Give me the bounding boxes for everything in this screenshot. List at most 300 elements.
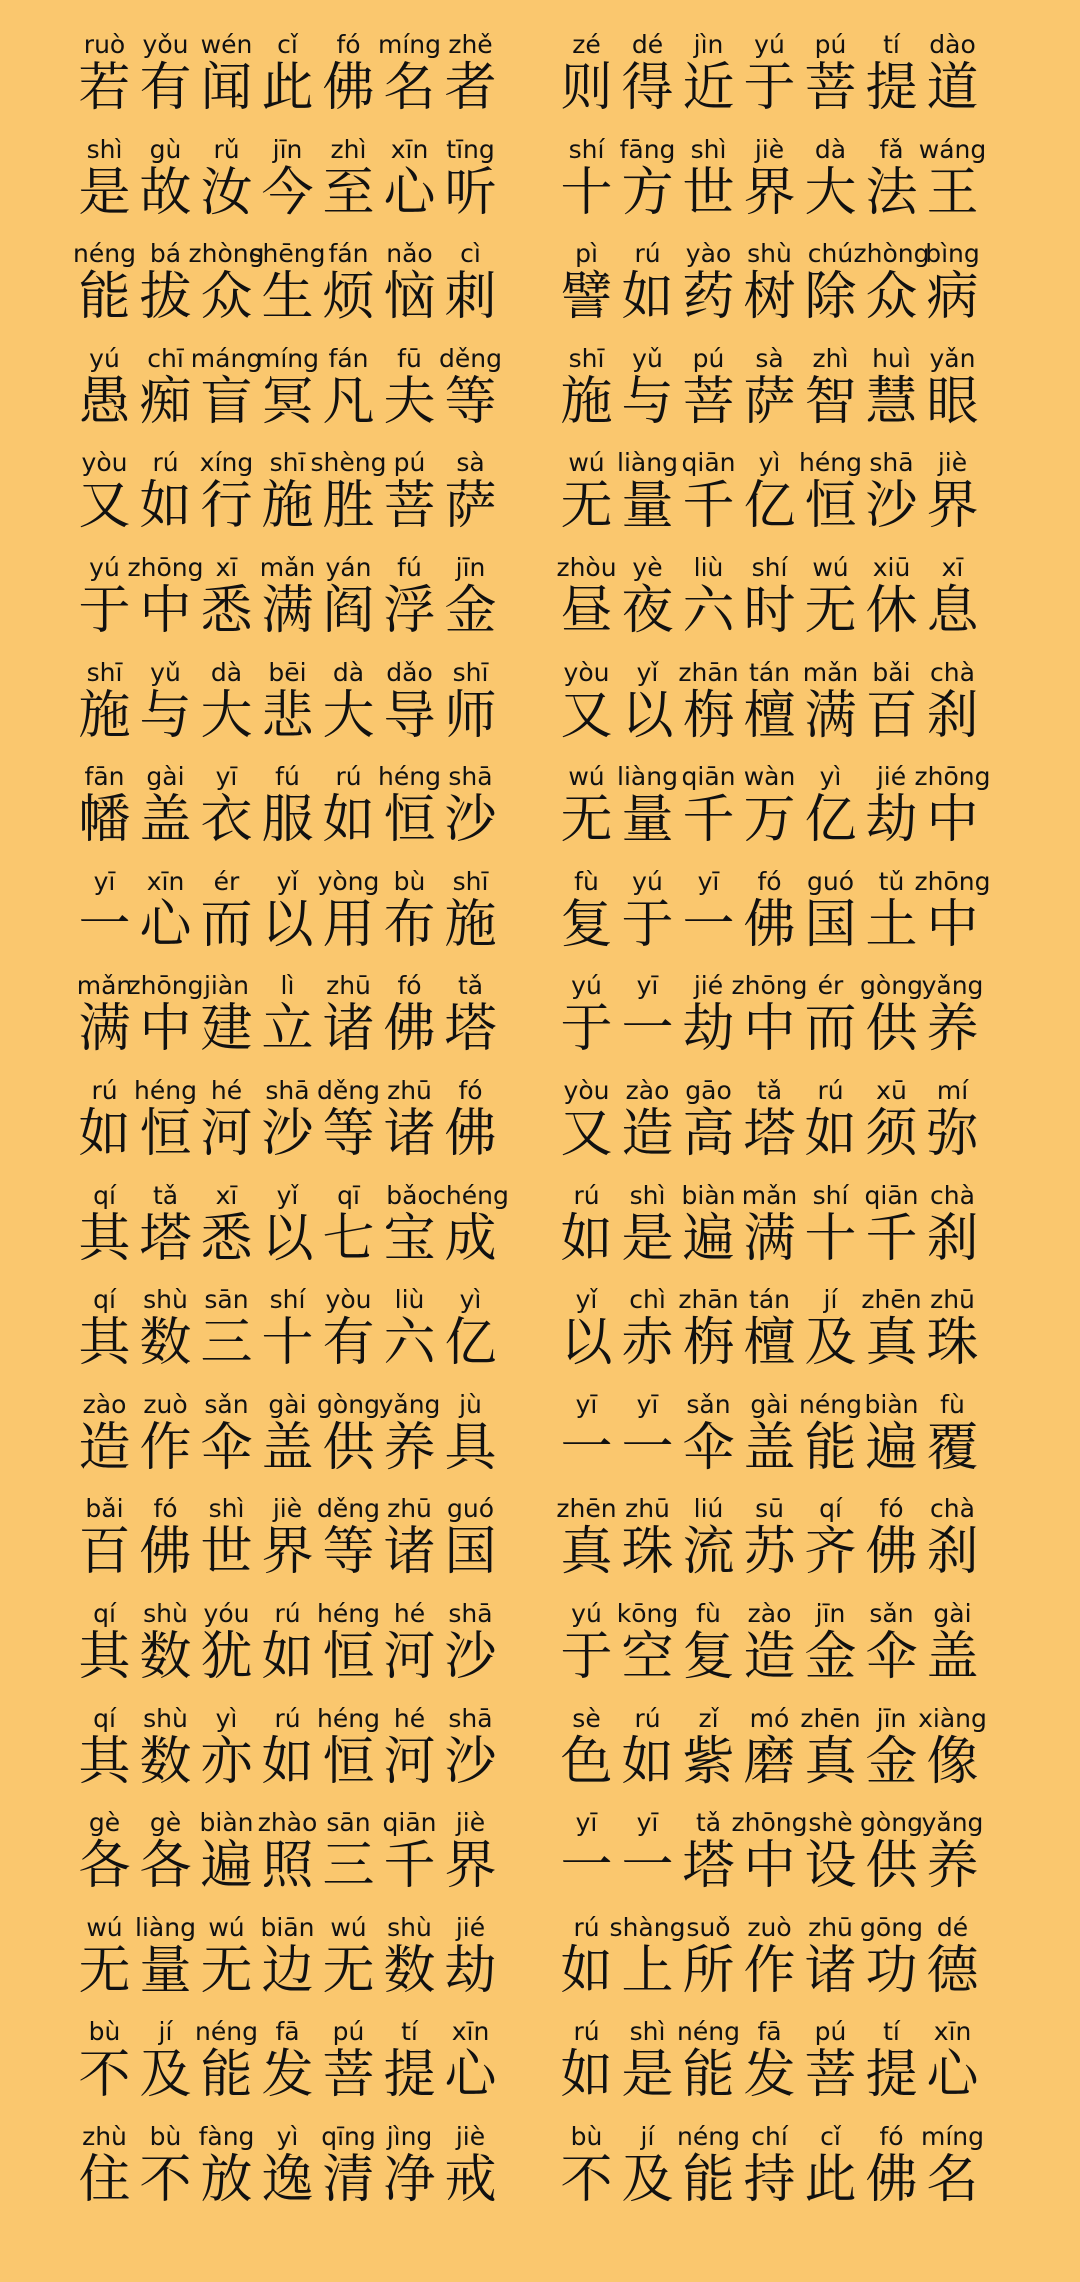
character-cell bbox=[257, 1169, 318, 1274]
pinyin-label: shù bbox=[143, 1599, 188, 1628]
pinyin-label: ruò bbox=[83, 30, 126, 59]
character-cell bbox=[318, 1169, 379, 1274]
hanzi-character: 金 bbox=[444, 581, 497, 641]
pinyin-label: zhì bbox=[812, 343, 849, 373]
pinyin-label: cì bbox=[460, 239, 481, 269]
pinyin-label: yóu bbox=[203, 1599, 250, 1628]
hanzi-character: 眼 bbox=[926, 371, 979, 432]
character-cell bbox=[440, 1064, 501, 1169]
verse-row bbox=[0, 855, 1080, 960]
character-cell bbox=[800, 855, 861, 960]
right-verse-line bbox=[556, 18, 983, 123]
hanzi-character: 其 bbox=[78, 1208, 131, 1269]
character-cell bbox=[440, 1273, 501, 1378]
pinyin-label: mǎn bbox=[76, 971, 133, 1001]
pinyin-label: rǔ bbox=[213, 134, 240, 164]
hanzi-character: 无 bbox=[322, 1940, 375, 2001]
character-cell bbox=[556, 227, 617, 332]
pinyin-label: hé bbox=[393, 1599, 426, 1628]
pinyin-label: gè bbox=[88, 1808, 121, 1838]
character-cell bbox=[861, 1064, 922, 1169]
right-verse-line bbox=[556, 2005, 983, 2110]
pinyin-label: gài bbox=[933, 1599, 972, 1628]
hanzi-character: 色 bbox=[560, 1731, 613, 1792]
pinyin-label: qiān bbox=[864, 1180, 919, 1210]
pinyin-label: yè bbox=[632, 553, 663, 582]
hanzi-character: 持 bbox=[743, 2150, 796, 2210]
character-cell bbox=[249, 227, 326, 332]
character-cell bbox=[318, 1273, 379, 1378]
pinyin-label: tí bbox=[401, 2017, 418, 2047]
hanzi-character: 一 bbox=[560, 1836, 613, 1897]
hanzi-character: 如 bbox=[78, 1104, 131, 1164]
character-cell bbox=[74, 1587, 135, 1692]
hanzi-character: 十 bbox=[804, 1208, 857, 1269]
pinyin-label: gài bbox=[750, 1389, 789, 1419]
right-verse-line bbox=[556, 227, 983, 332]
hanzi-character: 立 bbox=[261, 999, 314, 1060]
character-cell bbox=[914, 855, 991, 960]
pinyin-label: shè bbox=[808, 1808, 853, 1838]
pinyin-label: qiān bbox=[681, 448, 736, 478]
character-cell bbox=[556, 1482, 617, 1587]
pinyin-label: bǎi bbox=[85, 1494, 124, 1524]
character-cell bbox=[617, 750, 678, 855]
hanzi-character: 佛 bbox=[865, 2150, 918, 2210]
pinyin-label: gòng bbox=[860, 971, 923, 1001]
character-cell bbox=[196, 1064, 257, 1169]
character-cell bbox=[678, 123, 739, 228]
hanzi-character: 真 bbox=[865, 1313, 918, 1374]
pinyin-label: zuò bbox=[747, 1912, 792, 1942]
character-cell bbox=[800, 959, 861, 1064]
character-cell bbox=[800, 18, 861, 123]
hanzi-character: 心 bbox=[139, 894, 192, 955]
pinyin-label: yǒu bbox=[142, 30, 189, 59]
character-cell bbox=[678, 1482, 739, 1587]
hanzi-character: 千 bbox=[682, 790, 735, 851]
hanzi-character: 数 bbox=[383, 1940, 436, 2001]
character-cell bbox=[379, 1692, 440, 1797]
hanzi-character: 众 bbox=[865, 267, 918, 328]
pinyin-label: néng bbox=[73, 239, 136, 269]
character-cell bbox=[257, 123, 318, 228]
hanzi-character: 菩 bbox=[804, 2045, 857, 2106]
pinyin-label: zhū bbox=[326, 971, 371, 1001]
pinyin-label: chéng bbox=[432, 1180, 509, 1210]
hanzi-character: 夜 bbox=[621, 581, 674, 641]
pinyin-label: yú bbox=[89, 343, 120, 373]
hanzi-character: 具 bbox=[444, 1417, 497, 1478]
hanzi-character: 一 bbox=[560, 1417, 613, 1478]
verse-row bbox=[0, 1169, 1080, 1274]
hanzi-character: 檀 bbox=[743, 1313, 796, 1374]
character-cell bbox=[74, 1273, 135, 1378]
hanzi-character: 亿 bbox=[804, 790, 857, 851]
hanzi-character: 能 bbox=[804, 1417, 857, 1478]
character-cell bbox=[617, 1587, 678, 1692]
hanzi-character: 万 bbox=[743, 790, 796, 851]
character-cell bbox=[861, 1587, 922, 1692]
character-cell bbox=[379, 855, 440, 960]
hanzi-character: 浮 bbox=[383, 581, 436, 641]
hanzi-character: 六 bbox=[682, 581, 735, 641]
pinyin-label: dé bbox=[936, 1912, 969, 1942]
hanzi-character: 及 bbox=[139, 2045, 192, 2106]
character-cell bbox=[74, 541, 135, 646]
character-cell bbox=[257, 436, 318, 541]
character-cell bbox=[861, 2005, 922, 2110]
pinyin-label: héng bbox=[317, 1703, 380, 1733]
pinyin-label: yú bbox=[571, 1599, 602, 1628]
right-verse-line bbox=[556, 541, 983, 646]
pinyin-label: yǎng bbox=[921, 971, 984, 1001]
character-cell bbox=[861, 2110, 922, 2215]
pinyin-label: xīn bbox=[933, 2017, 972, 2047]
pinyin-label: mí bbox=[936, 1076, 969, 1105]
character-cell bbox=[861, 123, 922, 228]
pinyin-label: shì bbox=[629, 1180, 666, 1210]
character-cell bbox=[556, 18, 617, 123]
character-cell bbox=[127, 959, 204, 1064]
pinyin-label: zhū bbox=[930, 1285, 975, 1315]
hanzi-character: 能 bbox=[200, 2045, 253, 2106]
pinyin-label: dà bbox=[210, 657, 243, 687]
hanzi-character: 十 bbox=[261, 1313, 314, 1374]
hanzi-character: 又 bbox=[560, 685, 613, 746]
pinyin-label: kōng bbox=[616, 1599, 679, 1628]
hanzi-character: 众 bbox=[200, 267, 253, 328]
right-verse-line bbox=[556, 1692, 987, 1797]
character-cell bbox=[318, 541, 379, 646]
pinyin-label: shēng bbox=[249, 239, 326, 269]
pinyin-label: jié bbox=[876, 762, 907, 792]
verse-row bbox=[0, 1692, 1080, 1797]
character-cell bbox=[432, 1169, 509, 1274]
pinyin-label: sà bbox=[755, 343, 784, 373]
hanzi-character: 满 bbox=[804, 685, 857, 746]
character-cell bbox=[74, 436, 135, 541]
hanzi-character: 放 bbox=[200, 2150, 253, 2210]
character-cell bbox=[800, 1482, 861, 1587]
character-cell bbox=[731, 959, 808, 1064]
character-cell bbox=[318, 1482, 379, 1587]
hanzi-character: 满 bbox=[743, 1208, 796, 1269]
character-cell bbox=[440, 123, 501, 228]
hanzi-character: 提 bbox=[383, 2045, 436, 2106]
hanzi-character: 心 bbox=[383, 162, 436, 223]
character-cell bbox=[731, 1796, 808, 1901]
hanzi-character: 其 bbox=[78, 1731, 131, 1792]
hanzi-character: 刹 bbox=[926, 1208, 979, 1269]
hanzi-character: 心 bbox=[444, 2045, 497, 2106]
character-cell bbox=[617, 1064, 678, 1169]
hanzi-character: 亦 bbox=[200, 1731, 253, 1792]
pinyin-label: chī bbox=[147, 343, 184, 373]
pinyin-label: tīng bbox=[446, 134, 495, 164]
character-cell bbox=[440, 646, 501, 751]
hanzi-character: 一 bbox=[621, 999, 674, 1060]
hanzi-character: 是 bbox=[621, 2045, 674, 2106]
hanzi-character: 流 bbox=[682, 1522, 735, 1583]
character-cell bbox=[617, 1482, 678, 1587]
hanzi-character: 复 bbox=[560, 894, 613, 955]
pinyin-label: fān bbox=[84, 762, 125, 792]
hanzi-character: 名 bbox=[383, 58, 436, 118]
character-cell bbox=[617, 332, 678, 437]
character-cell bbox=[861, 750, 922, 855]
hanzi-character: 塔 bbox=[444, 999, 497, 1060]
character-cell bbox=[257, 2110, 318, 2215]
pinyin-label: guó bbox=[446, 1494, 495, 1524]
hanzi-character: 菩 bbox=[682, 371, 735, 432]
character-cell bbox=[318, 227, 379, 332]
character-cell bbox=[678, 646, 739, 751]
pinyin-label: chà bbox=[930, 1494, 975, 1524]
pinyin-label: rú bbox=[573, 2017, 600, 2047]
pinyin-label: tí bbox=[883, 30, 900, 59]
hanzi-character: 又 bbox=[78, 476, 131, 537]
pinyin-label: néng bbox=[677, 2122, 740, 2151]
hanzi-character: 千 bbox=[865, 1208, 918, 1269]
pinyin-label: qiān bbox=[382, 1808, 437, 1838]
character-cell bbox=[196, 123, 257, 228]
character-cell bbox=[861, 1796, 922, 1901]
hanzi-character: 三 bbox=[322, 1836, 375, 1897]
hanzi-character: 悉 bbox=[200, 581, 253, 641]
hanzi-character: 苏 bbox=[743, 1522, 796, 1583]
hanzi-character: 生 bbox=[261, 267, 314, 328]
character-cell bbox=[922, 541, 983, 646]
hanzi-character: 六 bbox=[383, 1313, 436, 1374]
hanzi-character: 刹 bbox=[926, 1522, 979, 1583]
hanzi-character: 中 bbox=[743, 999, 796, 1060]
character-cell bbox=[257, 332, 318, 437]
pinyin-label: wú bbox=[812, 553, 849, 582]
hanzi-character: 功 bbox=[865, 1940, 918, 2001]
character-cell bbox=[556, 646, 617, 751]
character-cell bbox=[74, 750, 135, 855]
pinyin-label: liàng bbox=[617, 762, 678, 792]
character-cell bbox=[135, 1273, 196, 1378]
right-verse-line bbox=[556, 123, 987, 228]
hanzi-character: 如 bbox=[560, 1208, 613, 1269]
pinyin-label: biàn bbox=[199, 1808, 254, 1838]
character-cell bbox=[800, 1273, 861, 1378]
hanzi-character: 数 bbox=[139, 1627, 192, 1687]
hanzi-character: 如 bbox=[139, 476, 192, 537]
hanzi-character: 如 bbox=[621, 267, 674, 328]
pinyin-label: fú bbox=[397, 553, 422, 582]
pinyin-label: fán bbox=[328, 239, 369, 269]
hanzi-character: 住 bbox=[78, 2150, 131, 2210]
verse-row bbox=[0, 1587, 1080, 1692]
hanzi-character: 作 bbox=[743, 1940, 796, 2001]
hanzi-character: 真 bbox=[804, 1731, 857, 1792]
pinyin-label: qīng bbox=[321, 2122, 376, 2151]
pinyin-label: fā bbox=[757, 2017, 782, 2047]
pinyin-label: yǐ bbox=[276, 1180, 299, 1210]
left-verse-line bbox=[74, 959, 501, 1064]
hanzi-character: 发 bbox=[261, 2045, 314, 2106]
hanzi-character: 造 bbox=[78, 1417, 131, 1478]
hanzi-character: 如 bbox=[261, 1731, 314, 1792]
character-cell bbox=[739, 2110, 800, 2215]
hanzi-character: 菩 bbox=[383, 476, 436, 537]
character-cell bbox=[196, 1692, 257, 1797]
pinyin-label: cǐ bbox=[820, 2122, 841, 2151]
pinyin-label: huì bbox=[872, 343, 911, 373]
hanzi-character: 照 bbox=[261, 1836, 314, 1897]
left-verse-line bbox=[74, 18, 501, 123]
pinyin-label: qí bbox=[93, 1285, 116, 1315]
hanzi-character: 亿 bbox=[743, 476, 796, 537]
hanzi-character: 等 bbox=[322, 1104, 375, 1164]
hanzi-character: 汝 bbox=[200, 162, 253, 223]
character-cell bbox=[379, 332, 440, 437]
hanzi-character: 赤 bbox=[621, 1313, 674, 1374]
hanzi-character: 于 bbox=[560, 999, 613, 1060]
character-cell bbox=[861, 1378, 922, 1483]
hanzi-character: 无 bbox=[560, 790, 613, 851]
character-cell bbox=[739, 1064, 800, 1169]
character-cell bbox=[318, 1064, 379, 1169]
character-cell bbox=[257, 1482, 318, 1587]
hanzi-character: 用 bbox=[322, 894, 375, 955]
hanzi-character: 养 bbox=[926, 999, 979, 1060]
character-cell bbox=[678, 1901, 739, 2006]
character-cell bbox=[678, 750, 739, 855]
pinyin-label: bù bbox=[149, 2122, 182, 2151]
pinyin-label: jìng bbox=[386, 2122, 433, 2151]
pinyin-label: bǎo bbox=[386, 1180, 433, 1210]
right-verse-line bbox=[556, 1378, 983, 1483]
hanzi-character: 净 bbox=[383, 2150, 436, 2210]
pinyin-label: zhū bbox=[625, 1494, 670, 1524]
pinyin-label: bù bbox=[570, 2122, 603, 2151]
hanzi-character: 名 bbox=[926, 2150, 979, 2210]
character-cell bbox=[257, 1378, 318, 1483]
pinyin-label: jié bbox=[455, 1912, 486, 1942]
character-cell bbox=[678, 959, 739, 1064]
left-verse-line bbox=[74, 541, 501, 646]
hanzi-character: 逸 bbox=[261, 2150, 314, 2210]
character-cell bbox=[310, 436, 387, 541]
pinyin-label: wàn bbox=[743, 762, 796, 792]
character-cell bbox=[440, 1587, 501, 1692]
pinyin-label: nǎo bbox=[386, 239, 433, 269]
pinyin-label: zhēn bbox=[861, 1285, 922, 1315]
hanzi-character: 劫 bbox=[682, 999, 735, 1060]
character-cell bbox=[135, 1901, 196, 2006]
hanzi-character: 盖 bbox=[743, 1417, 796, 1478]
character-cell bbox=[135, 332, 196, 437]
pinyin-label: shì bbox=[690, 134, 727, 164]
character-cell bbox=[556, 750, 617, 855]
character-cell bbox=[861, 646, 922, 751]
character-cell bbox=[617, 123, 678, 228]
character-cell bbox=[196, 2110, 257, 2215]
character-cell bbox=[678, 1378, 739, 1483]
pinyin-label: yì bbox=[459, 1285, 482, 1315]
pinyin-label: jiè bbox=[754, 134, 785, 164]
pinyin-label: mǎn bbox=[802, 657, 859, 687]
character-cell bbox=[739, 855, 800, 960]
left-verse-line bbox=[74, 1378, 501, 1483]
character-cell bbox=[617, 1796, 678, 1901]
character-cell bbox=[739, 1273, 800, 1378]
pinyin-label: pú bbox=[814, 30, 847, 59]
pinyin-label: qí bbox=[93, 1703, 116, 1733]
hanzi-character: 等 bbox=[322, 1522, 375, 1583]
hanzi-character: 诸 bbox=[383, 1522, 436, 1583]
pinyin-label: zào bbox=[82, 1389, 127, 1419]
hanzi-character: 宝 bbox=[383, 1208, 436, 1269]
character-cell bbox=[922, 1901, 983, 2006]
pinyin-label: máng bbox=[190, 343, 263, 373]
character-cell bbox=[678, 855, 739, 960]
character-cell bbox=[800, 332, 861, 437]
hanzi-character: 无 bbox=[200, 1940, 253, 2001]
hanzi-character: 河 bbox=[200, 1104, 253, 1164]
hanzi-character: 建 bbox=[200, 999, 253, 1060]
pinyin-label: xī bbox=[215, 1180, 238, 1210]
character-cell bbox=[800, 1169, 861, 1274]
pinyin-label: fó bbox=[153, 1494, 178, 1524]
pinyin-label: zhōng bbox=[914, 762, 991, 792]
hanzi-character: 恒 bbox=[383, 790, 436, 851]
character-cell bbox=[74, 646, 135, 751]
right-verse-line bbox=[556, 646, 983, 751]
pinyin-label: yú bbox=[632, 866, 663, 896]
pinyin-label: cǐ bbox=[277, 30, 298, 59]
hanzi-character: 一 bbox=[682, 894, 735, 955]
pinyin-label: yǔ bbox=[632, 343, 663, 373]
hanzi-character: 大 bbox=[200, 685, 253, 746]
pinyin-label: zhū bbox=[387, 1076, 432, 1105]
character-cell bbox=[318, 1692, 379, 1797]
character-cell bbox=[800, 1064, 861, 1169]
pinyin-label: shèng bbox=[310, 448, 387, 478]
hanzi-character: 供 bbox=[865, 999, 918, 1060]
pinyin-label: fāng bbox=[619, 134, 676, 164]
hanzi-character: 供 bbox=[322, 1417, 375, 1478]
pinyin-label: shā bbox=[448, 1703, 493, 1733]
hanzi-character: 养 bbox=[383, 1417, 436, 1478]
pinyin-label: yòu bbox=[325, 1285, 372, 1315]
pinyin-label: pì bbox=[575, 239, 598, 269]
hanzi-character: 其 bbox=[78, 1627, 131, 1687]
pinyin-label: néng bbox=[799, 1389, 862, 1419]
pinyin-label: fú bbox=[275, 762, 300, 792]
hanzi-character: 故 bbox=[139, 162, 192, 223]
hanzi-character: 数 bbox=[139, 1313, 192, 1374]
hanzi-character: 病 bbox=[926, 267, 979, 328]
character-cell bbox=[922, 332, 983, 437]
hanzi-character: 界 bbox=[444, 1836, 497, 1897]
hanzi-character: 无 bbox=[560, 476, 613, 537]
pinyin-label: fó bbox=[458, 1076, 483, 1105]
character-cell bbox=[617, 436, 678, 541]
hanzi-character: 养 bbox=[926, 1836, 979, 1897]
pinyin-label: zhān bbox=[678, 1285, 739, 1315]
hanzi-character: 是 bbox=[621, 1208, 674, 1269]
hanzi-character: 国 bbox=[804, 894, 857, 955]
character-cell bbox=[440, 855, 501, 960]
hanzi-character: 德 bbox=[926, 1940, 979, 2001]
pinyin-label: zhēn bbox=[556, 1494, 617, 1524]
character-cell bbox=[556, 436, 617, 541]
